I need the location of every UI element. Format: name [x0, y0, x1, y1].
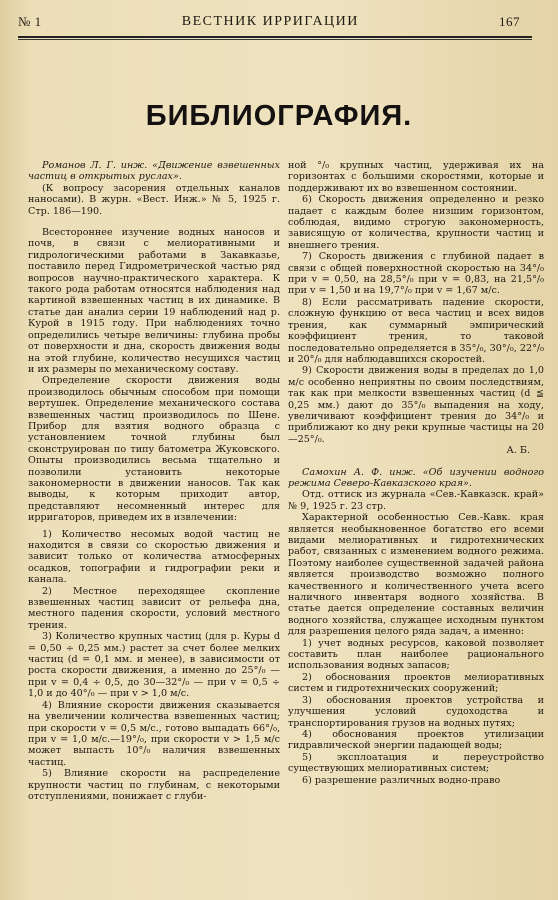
review-1-citation: Романов Л. Г. инж. «Движение взвешенных частиц в открытых руслах». [28, 160, 280, 183]
review-2-source: Отд. оттиск из журнала «Сев.-Кавказск. край» № 9, 1925 г. 23 стр. [288, 489, 544, 512]
review-2-list-item: 3) обоснования проектов устройства и улучшения условий судоходства и транспортирования грузов на водных путях; [288, 694, 544, 729]
review-1-continued-text: ной °/₀ крупных частиц, удерживая их на горизонтах с большими скоростями, которые и поддерживают их во взвешенном состоянии. [288, 160, 544, 194]
review-2-paragraph: Характерной особенностью Сев.-Кавк. края является необыкновенное богатство его всеми видами мелиоративных и гидротехнических работ, связанных с изменением водного режима. Поэтому наиболее существенной задачей района является производство возможно полного качественного и количественного учета всего наличного инвентаря водного хозяйства. В статье дается определение составных величин водного хозяйства, служащее исходным пунктом для разрешения целого ряда задач, а именно: [288, 512, 544, 638]
review-2-list-item: 6) разрешение различных водно-право [302, 774, 501, 786]
review-2-list-item: 1) учет водных ресурсов, каковой позволяет составить план наиболее рационального использования водных запасов; [288, 637, 544, 672]
review-1-conclusion-item: 3) Количество крупных частиц (для р. Куры d = 0,50 ÷ 0,25 мм.) растет за счет более мелких частиц (d = 0,1 мм. и менее), в зависимости от роста скорости движения, а именно до 25°/₀ — при v = 0,4 ÷ 0,5, до 30—32°/₀ — при v = 0,5 ÷ 1,0 и до 40°/₀ — при v > 1,0 м/с. [28, 631, 280, 700]
section-title: БИБЛИОГРАФИЯ. [145, 100, 413, 132]
header-rule-thin [18, 39, 532, 40]
review-1-paragraph: Всестороннее изучение водных наносов и почв, в связи с мелиоративными и гидрологическими работами в Закавказье, поставило перед Гидрометрической частью ряд вопросов научно-практического характера. К такого рода работам относятся наблюдения над картиной взвешенных частиц в их динамике. В статье дан анализ серии 19 наблюдений над р. Курой в 1915 году. При наблюдениях точно определились четыре величины: глубина пробы от поверхности и дна, скорость движения воды на этой глубине, количество несущихся частиц и их размеры по механическому составу. [28, 227, 280, 375]
review-1-conclusion-item: 8) Если рассматривать падение скорости, сложную функцию от веса частиц и всех видов трения, как суммарный эмпирический коэффициент трения, то таковой последовательно определяется в 35°/₀, 30°/₀, 22°/₀ и 20°/₀ для наблюдавшихся скоростей. [288, 296, 544, 365]
review-2-list-item: 5) эксплоатация и переустройство существующих мелиоративных систем; [288, 751, 544, 775]
right-column [288, 160, 544, 786]
review-1-source: (К вопросу засорения отдельных каналов наносами). В журн. «Вест. Инж.» № 5, 1925 г. Стр. 186—190. [28, 182, 280, 217]
review-1-conclusion-item: 6) Скорость движения определенно и резко падает с каждым более низшим горизонтом, соблюдая, видимо строгую закономерность, зависящую от количества, крупности частиц и внешнего трения. [288, 194, 544, 251]
review-1-conclusion-item: 2) Местное переходящее скопление взвешенных частиц зависит от рельефа дна, местного падения скорости, условий местного трения. [28, 585, 280, 631]
header-rule [18, 36, 532, 38]
left-column [28, 160, 280, 802]
running-header [18, 10, 520, 34]
review-2-citation: Самохин А. Ф. инж. «Об изучении водного режима Северо-Кавказского края». [288, 466, 544, 489]
review-1-signature: А. Б. [506, 445, 530, 457]
review-1-conclusion-item: 4) Влияние скорости движения сказывается на увеличении количества взвешенных частиц; при скорости v = 0,5 м/с., готово выпадать 66°/₀, при v = 1,0 м/с.—19°/₀, при скорости v > 1,5 м/с может выпасть 10°/₀ наличия взвешенных частиц. [28, 699, 280, 768]
journal-title: ВЕСТНИК ИРРИГАЦИИ [181, 14, 359, 29]
page-number: 167 [499, 14, 520, 29]
review-2-list-item: 4) обоснования проектов утилизации гидравлической энергии падающей воды; [288, 728, 544, 752]
review-1-conclusion-item: 1) Количество несомых водой частиц не находится в связи со скоростью движения и зависит только от количества атмосферных осадков, топографии и гидрографии реки и канала. [28, 528, 280, 586]
review-1-paragraph: Определение скорости движения воды производилось обычным способом при помощи вертушек. Определение механического состава взвешенных частиц производилось по Шене. Прибор для взятия водного образца с установлением точной глубины был сконструирован по типу батометра Жуковского. Опыты производились весьма тщательно и позволили установить некоторые закономерности в движении наносов. Так как выводы, к которым приходит автор, представляют несомненный интерес для ирригаторов, приведем их в извлечении: [28, 375, 280, 524]
review-1-conclusion-item: 5) Влияние скорости на распределение крупности частиц по глубинам, с некоторыми отступлениями, понижает с глуби- [28, 768, 280, 802]
review-1-conclusion-item: 7) Скорость движения с глубиной падает в связи с общей поверхностной скоростью на 34°/₀ при v = 0,50, на 28,5°/₀ при v = 0,83, на 21,5°/₀ при v = 1,50 и на 19,7°/₀ при v = 1,67 м/с. [288, 251, 544, 297]
review-2-list-item: 2) обоснования проектов мелиоративных систем и гидротехнических сооружений; [288, 671, 544, 695]
review-1-conclusion-item: 9) Скорости движения воды в пределах до 1,0 м/с особенно неприятны по своим последствиям, так как при мелкости взвешенных частиц (d ≦ 0,25 мм.) дают до 35°/₀ выпадения на ходу, увеличивают коэффициент трения до 34°/₀ и приближают ко дну реки крупные частицы на 20—25°/₀. [288, 365, 544, 445]
issue-number: № 1 [18, 14, 42, 29]
